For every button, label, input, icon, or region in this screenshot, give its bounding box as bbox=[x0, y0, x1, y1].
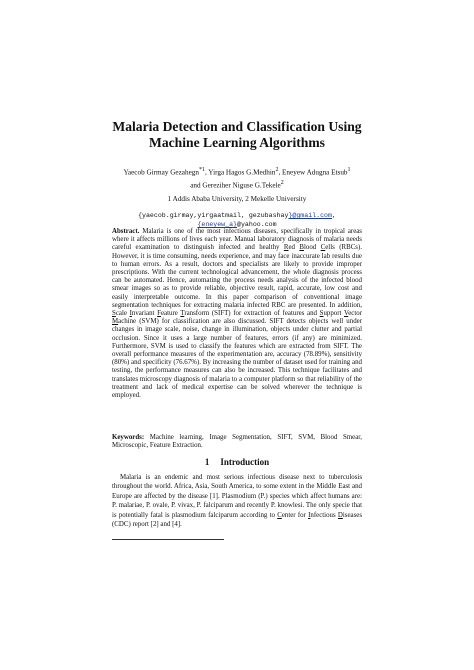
keywords-text: Machine learning, Image Segmentation, SIFT, SVM, Blood Smear, Microscopic, Feature Extraction. bbox=[112, 434, 362, 450]
author-3-sup: 1 bbox=[347, 167, 351, 173]
author-1-sup: *1 bbox=[198, 167, 205, 173]
acronym-letter: I bbox=[308, 511, 311, 519]
author-1: Yaecob Girmay Gezahegn bbox=[123, 168, 199, 177]
email-prefix: {yaecob.girmay,yirgaatmail, gezubashay bbox=[138, 212, 289, 219]
acronym-letter: C bbox=[320, 244, 326, 252]
author-list bbox=[104, 165, 370, 191]
acronym-letter: M bbox=[112, 318, 119, 326]
section-heading-introduction bbox=[112, 457, 362, 468]
intro-text: nfectious bbox=[310, 511, 338, 519]
acronym-letter: F bbox=[157, 310, 161, 318]
paper-title: Malaria Detection and Classification Using Machine Learning Algorithms bbox=[112, 119, 362, 150]
abstract-text: eature bbox=[160, 310, 181, 318]
acronym-letter: B bbox=[299, 244, 304, 252]
author-3: Eneyew Adugna Etsub bbox=[282, 168, 348, 177]
abstract-text: lood bbox=[304, 244, 321, 252]
author-2: Yirga Hagos G.Medhin bbox=[208, 168, 276, 177]
abstract-text: cale bbox=[115, 310, 130, 318]
abstract-text: ector bbox=[348, 310, 362, 318]
abstract-text: upport bbox=[323, 310, 344, 318]
abstract-label: Abstract. bbox=[112, 228, 140, 235]
intro-text: iseases (CDC) report [2] and [4]. bbox=[112, 511, 363, 529]
section-number: 1 bbox=[204, 457, 210, 467]
acronym-letter: T bbox=[180, 310, 185, 318]
acronym-letter: V bbox=[344, 310, 349, 318]
author-separator: , bbox=[278, 168, 283, 177]
author-4: Gereziher Niguse G.Tekele bbox=[202, 181, 281, 190]
abstract bbox=[112, 228, 362, 400]
gmail-link[interactable]: }@gmail.com bbox=[288, 212, 332, 219]
keywords bbox=[112, 434, 362, 450]
section-title: Introduction bbox=[220, 457, 270, 467]
intro-paragraph bbox=[112, 473, 362, 529]
acronym-letter: C bbox=[277, 511, 282, 519]
author-4-sup: 2 bbox=[280, 179, 284, 186]
acronym-letter: S bbox=[319, 310, 324, 318]
author-separator: , bbox=[204, 168, 209, 177]
acronym-letter: I bbox=[129, 310, 132, 318]
email-suffix: , bbox=[331, 212, 336, 219]
abstract-text: achine (SVM) for classification are also discussed. SIFT detects objects well under changes in image scale, noise, change in illumination, objects under clutter and partial occlusion. Since it uses a large number of features, errors (if any) are minimized. Furthermore, SVM is used to classify the features which are extracted from SIFT. The overall performance measures of the experimentation are, accuracy (78.89%), sensitivity (80%) and specificity (76.67%). By increasing the number of dataset used for training and testing, the performance measures can also be increased. This technique facilitates and translates microscopy diagnosis of malaria to a computer platform so that reliability of the treatment and lack of medical expertise can be solved wherever the technique is employed. bbox=[112, 318, 362, 400]
yahoo-user-link[interactable]: {eneyew_a} bbox=[197, 221, 237, 229]
abstract-text: ed bbox=[288, 244, 300, 252]
abstract-text: ransform (SIFT) for extraction of features and bbox=[184, 310, 320, 318]
acronym-letter: S bbox=[112, 310, 116, 318]
abstract-text: ells (RBCs). However, it is time consuming, needs experience, and may face inaccurate lab results due to human errors. As a result, doctors and specialists are likely to provide improper prescriptions. With the current technological advancement, the whole diagnosis process can be automated. Hence, automating the process needs analysis of the infected blood smear images so as to provide reliable, objective result, rapid, accurate, low cost and easily interpretable outcome. In this paper comparison of conventional image segmentation techniques for extracting malaria infected RBC are presented. In addition, bbox=[112, 244, 362, 309]
affiliations: 1 Addis Ababa University, 2 Mekelle University bbox=[167, 195, 307, 203]
footnote-divider bbox=[112, 539, 224, 540]
acronym-letter: D bbox=[337, 511, 343, 519]
author-2-sup: 2 bbox=[275, 167, 279, 173]
email-block bbox=[104, 211, 370, 230]
intro-text: Malaria is an endemic and most serious infectious disease next to tuberculosis throughout the world. Africa, Asia, South America, to some extent in the Middle East and Europe are affected by the disease [1]. Plasmodium (P.) species which affect humans are: P. malariae, P. ovale, P. vivax, P. falciparum and recently P. knowlesi. The only specie that is potentially fatal is plasmodium falciparum according to bbox=[112, 474, 362, 519]
yahoo-domain: @yahoo.com bbox=[237, 221, 277, 229]
abstract-text: Malaria is one of the most infectious diseases, specifically in tropical areas where it affects millions of lives each year. Manual laboratory diagnosis of malaria needs careful examination to distinguish infected and healthy bbox=[112, 228, 362, 252]
keywords-label: Keywords: bbox=[112, 434, 145, 441]
author-separator: and bbox=[190, 181, 203, 190]
acronym-letter: R bbox=[283, 244, 289, 252]
intro-text: enter for bbox=[281, 511, 309, 519]
abstract-text: nvariant bbox=[131, 310, 158, 318]
